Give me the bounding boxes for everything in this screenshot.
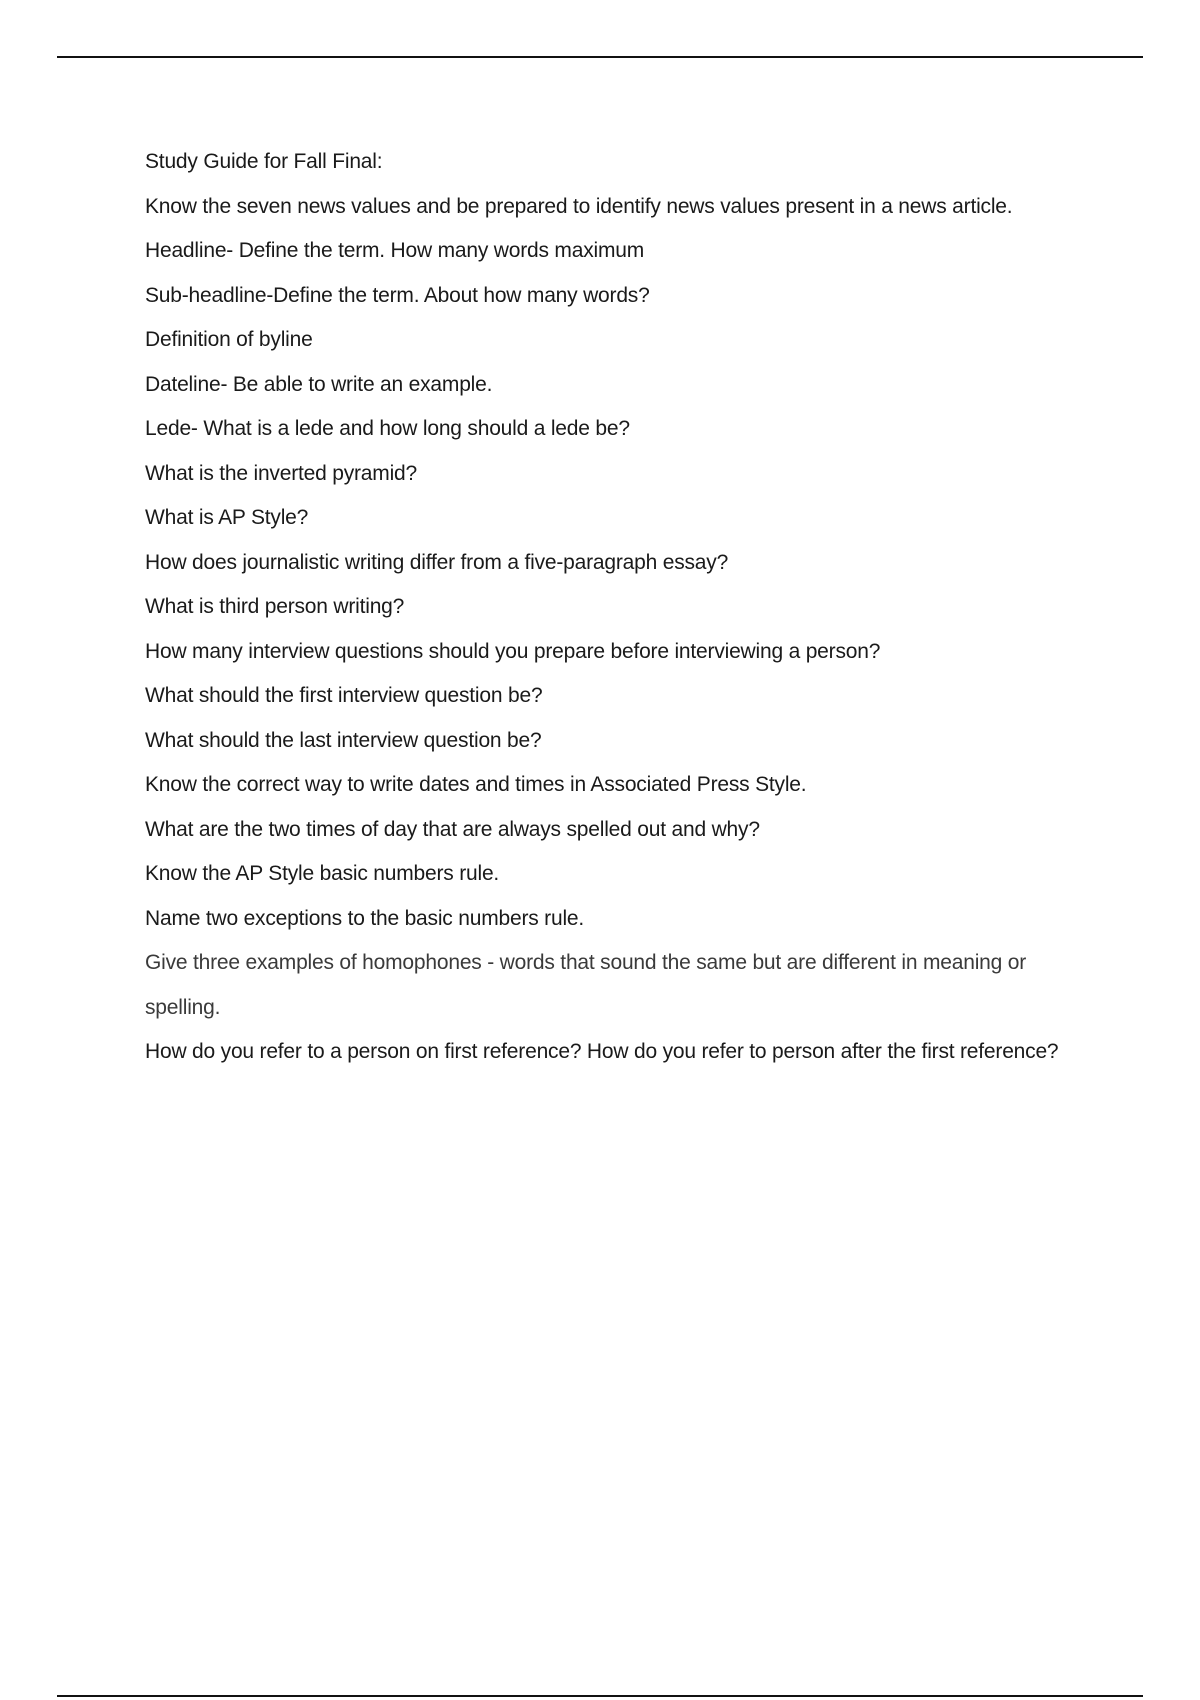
- guide-item: What is the inverted pyramid?: [145, 461, 417, 485]
- guide-item: What is AP Style?: [145, 506, 309, 529]
- guide-item: Name two exceptions to the basic numbers rule.: [145, 906, 585, 930]
- guide-item: Lede- What is a lede and how long should a lede be?: [145, 417, 630, 440]
- footer-rule: [57, 1695, 1143, 1697]
- guide-item: Headline- Define the term. How many words maximum: [145, 239, 645, 262]
- guide-item: What should the first interview question be?: [145, 684, 543, 707]
- guide-item: Dateline- Be able to write an example.: [145, 372, 493, 396]
- guide-item: Sub-headline-Define the term. About how many words?: [145, 283, 650, 307]
- guide-item: How does journalistic writing differ from a five-paragraph essay?: [145, 550, 729, 574]
- guide-item: Know the AP Style basic numbers rule.: [145, 862, 500, 885]
- header-rule: [57, 56, 1143, 58]
- guide-item: How do you refer to a person on first reference? How do you refer to person after the first reference?: [145, 1040, 1059, 1063]
- guide-item: Know the correct way to write dates and times in Associated Press Style.: [145, 773, 807, 796]
- guide-item: What should the last interview question be?: [145, 728, 542, 752]
- guide-item: Give three examples of homophones - words that sound the same but are different in meaning or spelling.: [145, 951, 1027, 1019]
- guide-item: What is third person writing?: [145, 595, 405, 618]
- guide-item: Know the seven news values and be prepared to identify news values present in a news article.: [145, 194, 1013, 218]
- study-guide-content: [145, 140, 1105, 1075]
- document-title: Study Guide for Fall Final:: [145, 150, 383, 173]
- guide-item: Definition of byline: [145, 328, 313, 351]
- guide-item: How many interview questions should you prepare before interviewing a person?: [145, 639, 881, 663]
- guide-item: What are the two times of day that are always spelled out and why?: [145, 817, 760, 841]
